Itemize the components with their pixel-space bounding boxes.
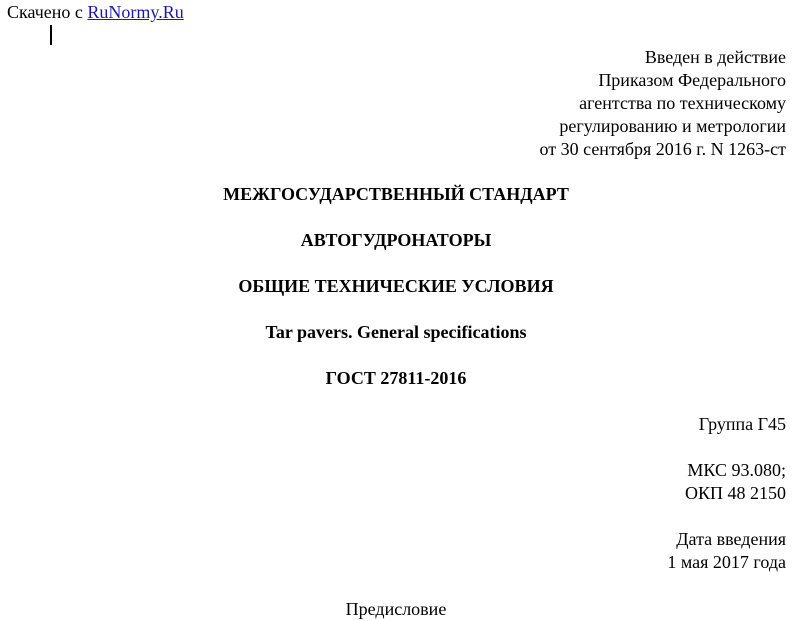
enactment-block xyxy=(539,46,786,161)
standard-code: ГОСТ 27811-2016 xyxy=(325,368,467,388)
group-label: Группа Г45 xyxy=(698,414,786,434)
source-prefix: Скачено с xyxy=(7,2,83,22)
okp-code: ОКП 48 2150 xyxy=(684,483,786,503)
source-link[interactable]: RuNormy.Ru xyxy=(87,2,184,22)
document-title: АВТОГУДРОНАТОРЫ xyxy=(300,230,492,250)
effective-date-value: 1 мая 2017 года xyxy=(667,552,786,572)
mks-code: МКС 93.080; xyxy=(687,460,786,480)
group-block xyxy=(699,413,786,436)
text-cursor xyxy=(50,25,52,45)
enactment-line: Приказом Федерального xyxy=(598,70,786,90)
preface-heading: Предисловие xyxy=(345,599,447,619)
enactment-line: Введен в действие xyxy=(644,47,786,67)
enactment-line: от 30 сентября 2016 г. N 1263-ст xyxy=(539,139,786,159)
effective-date-label: Дата введения xyxy=(676,529,786,549)
enactment-line: регулированию и метрологии xyxy=(559,116,786,136)
standard-type-heading: МЕЖГОСУДАРСТВЕННЫЙ СТАНДАРТ xyxy=(223,184,569,204)
effective-date-block xyxy=(667,528,786,574)
source-line xyxy=(7,2,184,22)
classification-block xyxy=(685,459,786,505)
english-title: Tar pavers. General specifications xyxy=(265,322,527,342)
document-subtitle: ОБЩИЕ ТЕХНИЧЕСКИЕ УСЛОВИЯ xyxy=(238,276,554,296)
enactment-line: агентства по техническому xyxy=(579,93,786,113)
